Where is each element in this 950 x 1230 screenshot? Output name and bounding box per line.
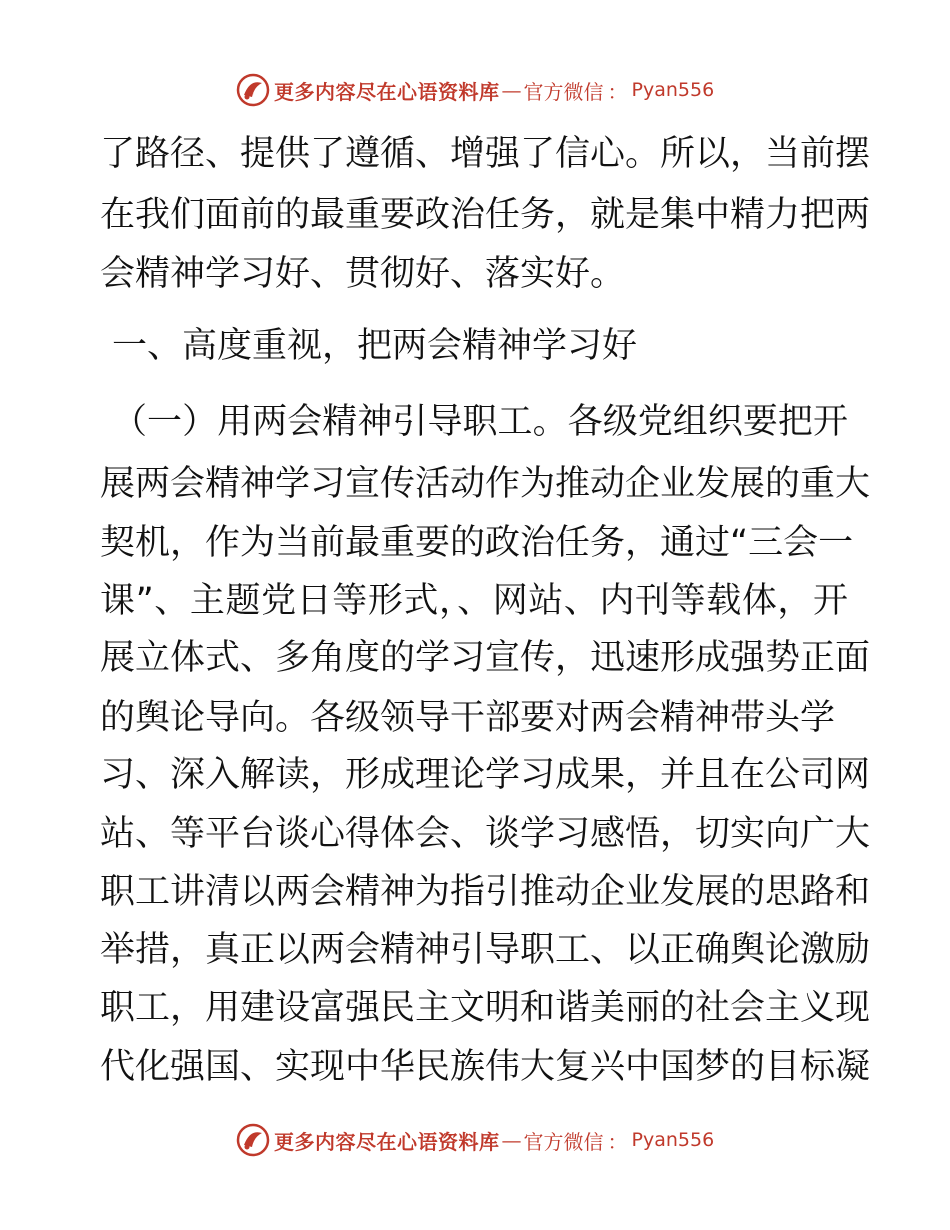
body-line: 契机，作为当前最重要的政治任务，通过“三会一 bbox=[100, 523, 854, 563]
banner-dash: — bbox=[501, 1128, 522, 1152]
banner-brand-text: 更多内容尽在心语资料库 bbox=[274, 79, 500, 104]
banner-dash: — bbox=[501, 78, 522, 102]
body-line: 代化强国、实现中华民族伟大复兴中国梦的目标凝 bbox=[100, 1047, 871, 1087]
body-line: 举措，真正以两会精神引导职工、以正确舆论激励 bbox=[100, 930, 871, 970]
banner-wechat-id: Pyan556 bbox=[631, 79, 715, 101]
body-line: 了路径、提供了遵循、增强了信心。所以，当前摆 bbox=[100, 134, 871, 174]
banner-colon: ： bbox=[607, 1129, 628, 1154]
body-line: 课”、主题党日等形式，、网站、内刊等载体，开 bbox=[100, 581, 848, 621]
banner-brand-text: 更多内容尽在心语资料库 bbox=[274, 1129, 500, 1154]
body-line: 会精神学习好、贯彻好、落实好。 bbox=[100, 254, 626, 294]
body-line: 职工讲清以两会精神为指引推动企业发展的思路和 bbox=[100, 872, 871, 912]
body-line: 在我们面前的最重要政治任务，就是集中精力把两 bbox=[100, 195, 871, 235]
brand-logo-icon bbox=[236, 1123, 270, 1157]
banner-wechat-id: Pyan556 bbox=[631, 1129, 715, 1151]
body-line: 展两会精神学习宣传活动作为推动企业发展的重大 bbox=[100, 464, 871, 504]
body-line: 展立体式、多角度的学习宣传，迅速形成强势正面 bbox=[100, 638, 871, 678]
banner-wechat-label: 官方微信 bbox=[523, 79, 604, 104]
body-line: 习、深入解读，形成理论学习成果，并且在公司网 bbox=[100, 755, 871, 795]
body-line: 的舆论导向。各级领导干部要对两会精神带头学 bbox=[100, 698, 836, 738]
body-line: 站、等平台谈心得体会、谈学习感悟，切实向广大 bbox=[100, 814, 871, 854]
banner-colon: ： bbox=[607, 79, 628, 104]
footer-watermark-banner bbox=[236, 1123, 714, 1157]
section-heading: 一、高度重视，把两会精神学习好 bbox=[112, 326, 638, 366]
body-line: 职工，用建设富强民主文明和谐美丽的社会主义现 bbox=[100, 988, 871, 1028]
logo-glyph: 心 bbox=[253, 94, 254, 95]
body-line: （一）用两会精神引导职工。各级党组织要把开 bbox=[112, 402, 848, 442]
header-watermark-banner bbox=[236, 73, 714, 107]
brand-logo-icon bbox=[236, 73, 270, 107]
banner-wechat-label: 官方微信 bbox=[523, 1129, 604, 1154]
